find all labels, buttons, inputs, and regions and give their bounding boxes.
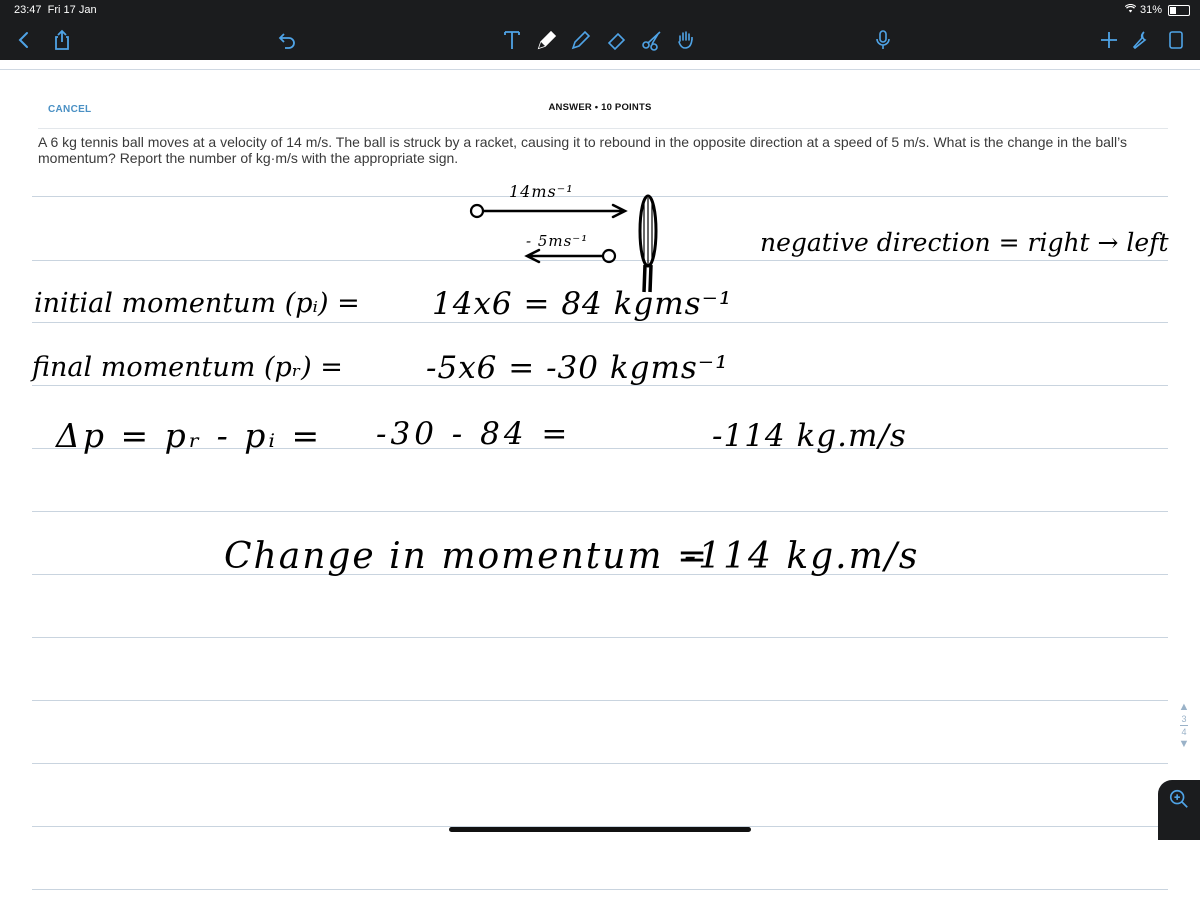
velocity-label-initial: 14ms⁻¹	[509, 182, 574, 201]
eraser-icon[interactable]	[603, 26, 631, 54]
home-indicator[interactable]	[449, 827, 751, 832]
wifi-icon	[1125, 4, 1136, 16]
velocity-arrow-left	[527, 250, 602, 262]
battery-fill	[1170, 7, 1176, 14]
text-tool-icon[interactable]	[498, 26, 526, 54]
page-navigator	[1172, 700, 1196, 770]
hand-icon[interactable]	[672, 26, 700, 54]
zoom-in-icon	[1168, 788, 1190, 810]
page-number-divider	[1180, 725, 1188, 726]
ball-rebound	[603, 250, 615, 262]
change-in-momentum-result: -114 kg.m/s	[684, 536, 920, 577]
final-momentum-label: final momentum (pᵣ) =	[32, 352, 343, 383]
notebook-page[interactable]	[0, 60, 1200, 900]
delta-p-equation: Δp = pᵣ - pᵢ =	[56, 416, 323, 455]
share-icon[interactable]	[48, 26, 76, 54]
wrench-icon[interactable]	[1128, 26, 1156, 54]
direction-note: negative direction = right → left	[760, 228, 1169, 257]
delta-p-calc: -30 - 84 =	[376, 416, 572, 452]
clock-date: Fri 17 Jan	[47, 4, 97, 16]
initial-momentum-calc: 14x6 = 84 kgms⁻¹	[432, 286, 733, 322]
final-momentum-calc: -5x6 = -30 kgms⁻¹	[426, 350, 729, 386]
velocity-label-rebound: - 5ms⁻¹	[526, 232, 589, 250]
current-page-number: 3	[1181, 714, 1187, 724]
initial-momentum-label: initial momentum (pᵢ) =	[34, 288, 360, 319]
clock-time: 23:47	[14, 4, 42, 16]
page-down-icon[interactable]: ▼	[1178, 738, 1190, 750]
delta-p-result: -114 kg.m/s	[712, 418, 907, 454]
change-in-momentum-label: Change in momentum =	[224, 536, 710, 577]
back-icon[interactable]	[10, 26, 38, 54]
pages-icon[interactable]	[1162, 26, 1190, 54]
ball-initial	[471, 205, 483, 217]
pen-icon[interactable]	[533, 26, 561, 54]
add-icon[interactable]	[1095, 26, 1123, 54]
answer-title: ANSWER • 10 POINTS	[548, 102, 652, 113]
status-time	[14, 4, 97, 16]
racket-strings	[644, 198, 652, 265]
mic-icon[interactable]	[869, 26, 897, 54]
page-up-icon[interactable]: ▲	[1178, 701, 1190, 713]
question-text: A 6 kg tennis ball moves at a velocity of 14 m/s. The ball is struck by a racket, causing it to rebound in the opposite direction at a speed of 5 m/s. What is the change in the ball’s momentum? Report the number of kg·m/s with the appropriate sign.	[38, 134, 1127, 166]
total-page-count: 4	[1181, 727, 1187, 737]
status-indicators	[1125, 4, 1190, 16]
battery-percent: 31%	[1139, 4, 1162, 16]
top-toolbar	[0, 0, 1200, 60]
cancel-button[interactable]: CANCEL	[48, 104, 92, 115]
velocity-arrow-right	[484, 205, 625, 217]
undo-icon[interactable]	[273, 26, 301, 54]
zoom-button[interactable]	[1158, 780, 1200, 840]
scissors-icon[interactable]	[638, 26, 666, 54]
highlighter-icon[interactable]	[567, 26, 595, 54]
battery-icon	[1168, 5, 1190, 16]
ink-diagram	[0, 60, 1200, 900]
